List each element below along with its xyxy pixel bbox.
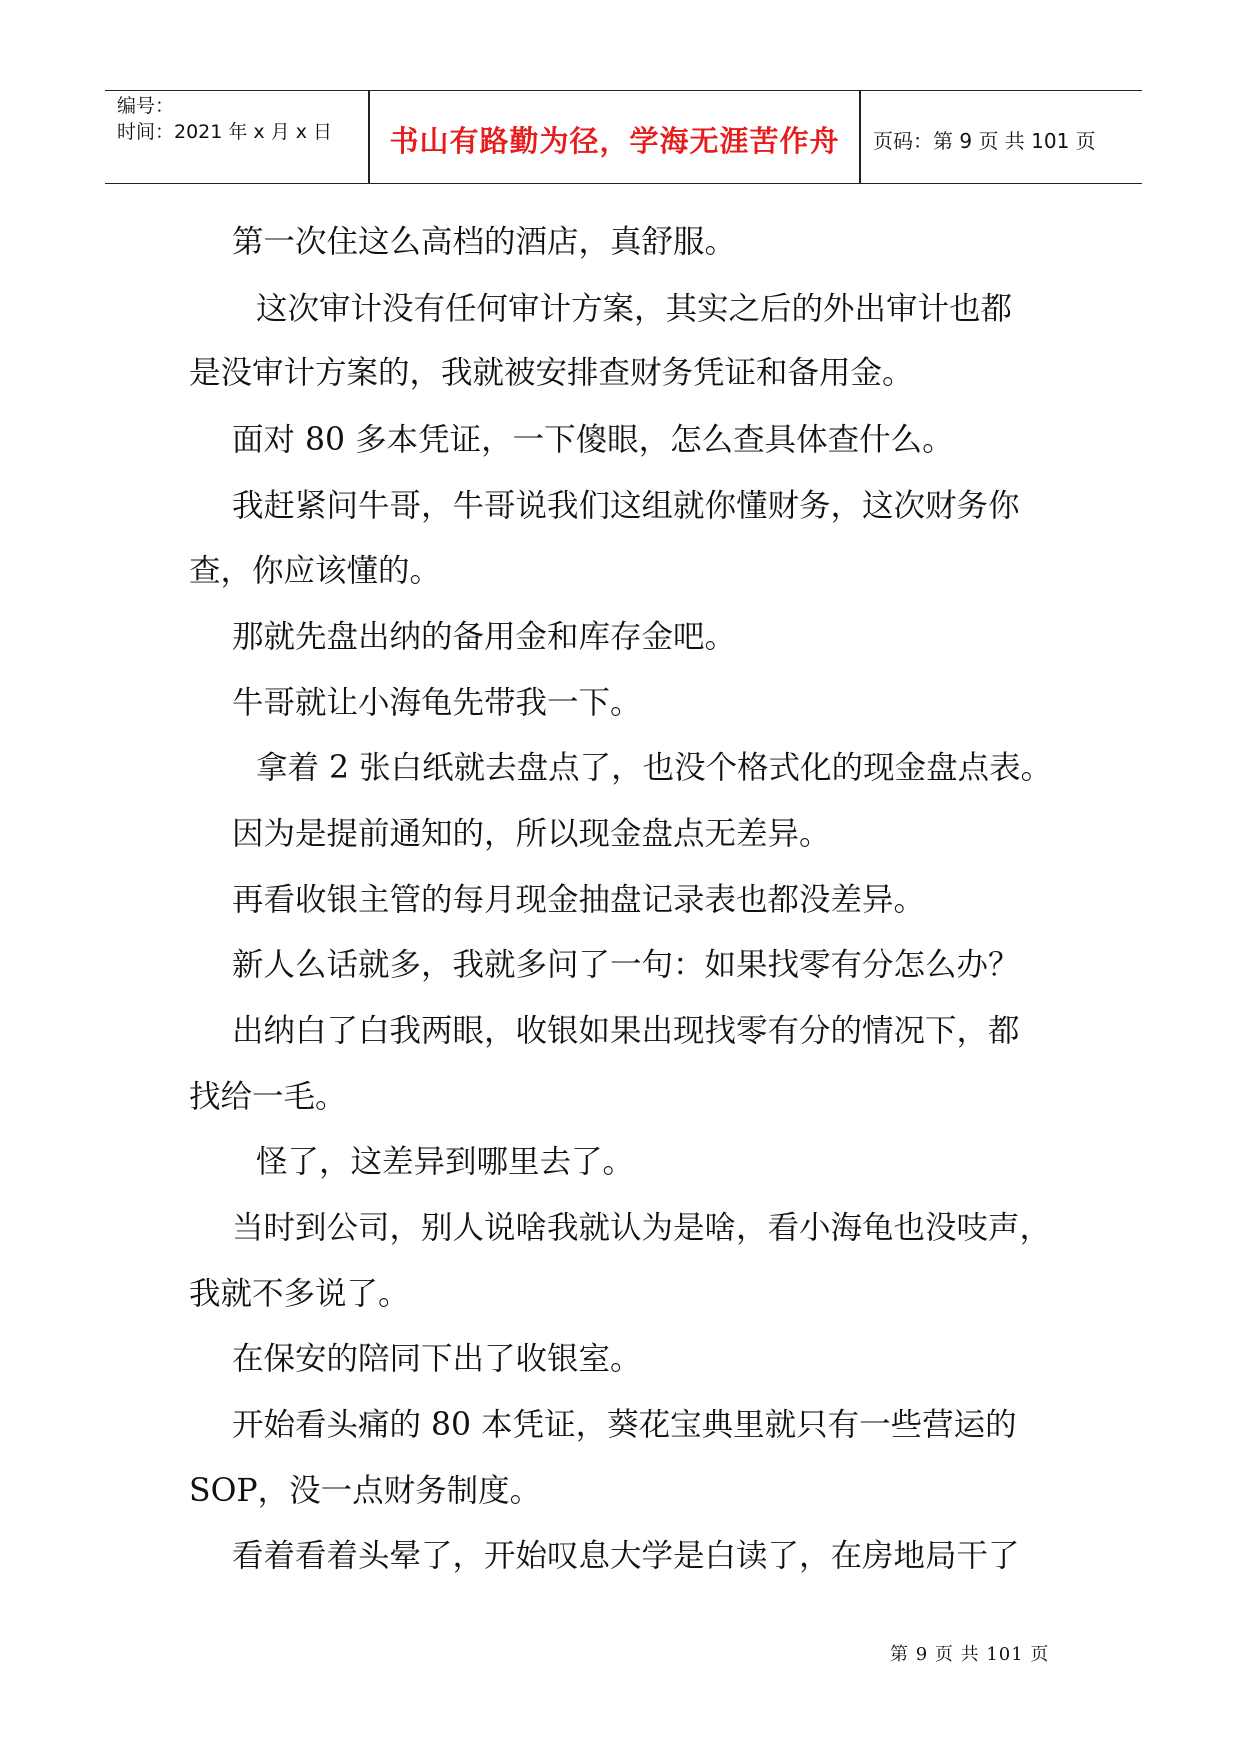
header-motto: 书山有路勤为径，学海无涯苦作舟 bbox=[389, 124, 840, 158]
body-line: 再看收银主管的每月现金抽盘记录表也都没差异。 bbox=[232, 882, 926, 918]
header-page-code: 页码：第 9 页 共 101 页 bbox=[873, 129, 1096, 153]
header-divider bbox=[859, 91, 861, 183]
body-line: 牛哥就让小海龟先带我一下。 bbox=[232, 685, 642, 721]
document-date: 时间：2021 年 x 月 x 日 bbox=[117, 121, 333, 143]
body-line: 找给一毛。 bbox=[189, 1079, 347, 1115]
body-line: 看着看着头晕了，开始叹息大学是白读了，在房地局干了 bbox=[232, 1538, 1020, 1574]
body-line: 我赶紧问牛哥，牛哥说我们这组就你懂财务，这次财务你 bbox=[232, 488, 1020, 524]
body-line: 怪了，这差异到哪里去了。 bbox=[256, 1144, 635, 1180]
body-line: 面对 80 多本凭证，一下傻眼，怎么查具体查什么。 bbox=[232, 422, 954, 458]
body-line: 新人么话就多，我就多问了一句：如果找零有分怎么办？ bbox=[232, 947, 1020, 983]
body-line: 出纳白了白我两眼，收银如果出现找零有分的情况下，都 bbox=[232, 1013, 1020, 1049]
body-line: SOP，没一点财务制度。 bbox=[189, 1473, 542, 1509]
body-line: 查，你应该懂的。 bbox=[189, 553, 442, 589]
header-meta bbox=[117, 93, 367, 145]
body-line: 当时到公司，别人说啥我就认为是啥，看小海龟也没吱声， bbox=[232, 1210, 1052, 1246]
page-footer: 第 9 页 共 101 页 bbox=[890, 1644, 1050, 1665]
body-line: 我就不多说了。 bbox=[189, 1276, 410, 1312]
body-line: 拿着 2 张白纸就去盘点了，也没个格式化的现金盘点表。 bbox=[256, 750, 1053, 786]
body-line: 在保安的陪同下出了收银室。 bbox=[232, 1341, 642, 1377]
body-line: 这次审计没有任何审计方案，其实之后的外出审计也都 bbox=[256, 291, 1013, 327]
page-header bbox=[105, 90, 1142, 184]
body-line: 是没审计方案的，我就被安排查财务凭证和备用金。 bbox=[189, 355, 914, 391]
document-number-label: 编号： bbox=[117, 95, 175, 117]
body-line: 第一次住这么高档的酒店，真舒服。 bbox=[232, 224, 737, 260]
body-line: 开始看头痛的 80 本凭证，葵花宝典里就只有一些营运的 bbox=[232, 1407, 1017, 1443]
body-line: 因为是提前通知的，所以现金盘点无差异。 bbox=[232, 816, 831, 852]
body-line: 那就先盘出纳的备用金和库存金吧。 bbox=[232, 619, 737, 655]
